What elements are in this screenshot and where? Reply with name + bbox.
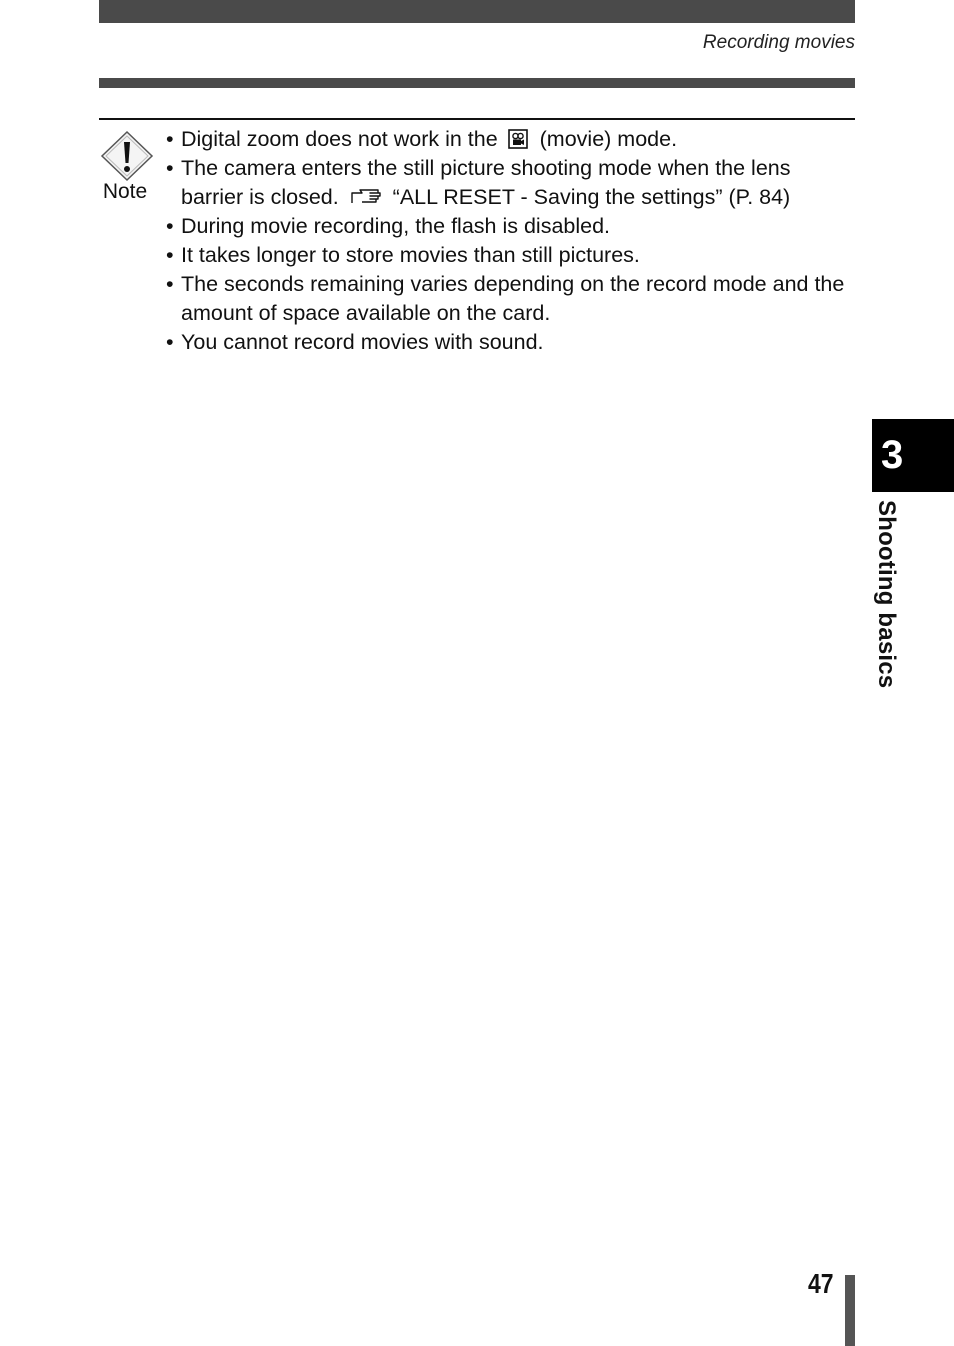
page-number-bar xyxy=(845,1275,855,1346)
header-divider-bar xyxy=(99,78,855,88)
page-number: 47 xyxy=(808,1268,834,1299)
chapter-number: 3 xyxy=(881,433,904,477)
note-item-text: “ALL RESET - Saving the settings” (P. 84) xyxy=(386,185,791,209)
note-list xyxy=(166,125,856,357)
note-item-text: The camera enters the still picture shooting mode when the lens barrier is closed. xyxy=(181,156,791,209)
note-item-text: Digital zoom does not work in the xyxy=(181,127,504,151)
note-item-text: (movie) mode. xyxy=(533,127,678,151)
exclamation-diamond-icon xyxy=(100,130,154,182)
note-item: • You cannot record movies with sound. xyxy=(166,328,856,357)
note-icon-container xyxy=(99,130,155,182)
note-item: • The seconds remaining varies depending on the record mode and the amount of space available on the card. xyxy=(166,270,856,328)
note-top-rule xyxy=(99,118,855,120)
top-decorative-bar xyxy=(99,0,855,23)
note-item: • It takes longer to store movies than still pictures. xyxy=(166,241,856,270)
movie-camera-icon xyxy=(508,129,528,149)
note-item: • During movie recording, the flash is disabled. xyxy=(166,212,856,241)
note-item xyxy=(166,154,856,212)
running-header-title: Recording movies xyxy=(702,32,855,53)
note-label: Note xyxy=(102,180,148,203)
reference-hand-icon xyxy=(349,188,383,206)
note-item xyxy=(166,125,856,154)
chapter-title: Shooting basics xyxy=(873,500,900,689)
